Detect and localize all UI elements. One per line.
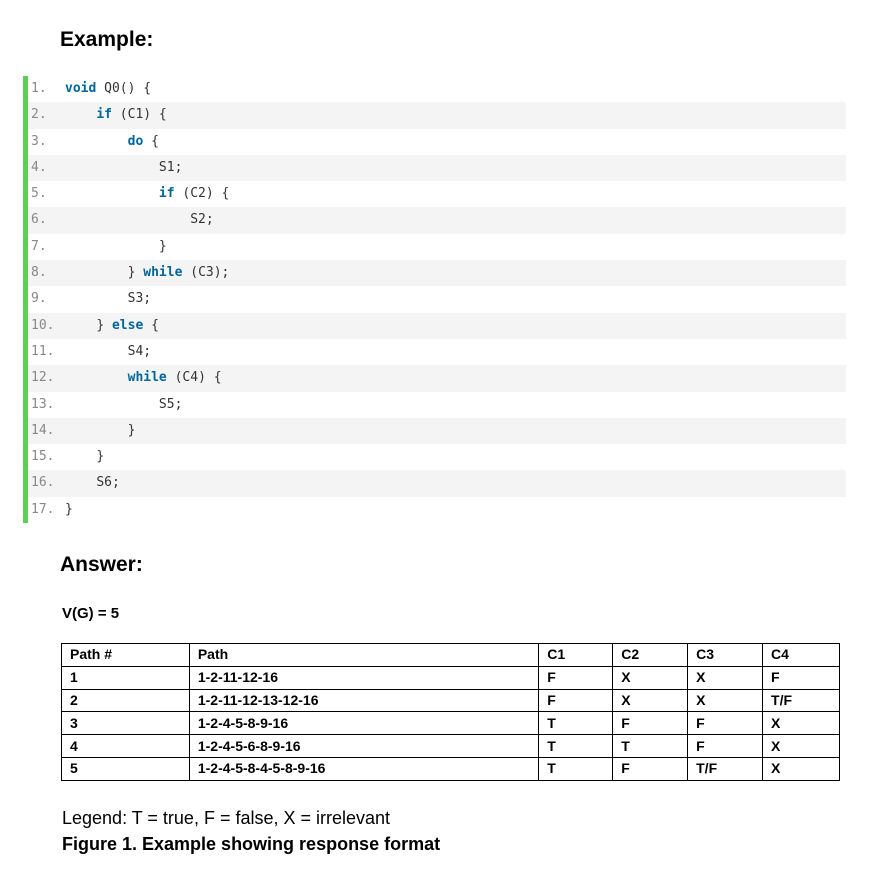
- code-text: }: [127, 422, 136, 438]
- code-line: [28, 339, 846, 365]
- table-cell: T: [613, 735, 688, 758]
- column-header: C1: [539, 644, 613, 667]
- column-header: C4: [763, 644, 840, 667]
- code-text: S6;: [96, 475, 120, 491]
- code-text: S3;: [127, 291, 152, 307]
- code-line: [28, 392, 846, 418]
- table-cell: 1: [62, 666, 190, 689]
- code-text: if (C1) {: [96, 107, 167, 123]
- table-cell: T: [539, 757, 613, 780]
- table-cell: F: [539, 666, 613, 689]
- code-line: [28, 418, 846, 444]
- line-number: 13.: [31, 396, 55, 412]
- line-number: 11.: [31, 343, 55, 359]
- code-keyword: void: [65, 81, 97, 96]
- line-number: 3.: [31, 133, 47, 149]
- table-row: [62, 712, 840, 735]
- code-text: void Q0() {: [65, 81, 152, 96]
- legend: Legend: T = true, F = false, X = irrelevant: [62, 808, 391, 828]
- code-line: [28, 129, 846, 155]
- table-cell: F: [763, 666, 840, 689]
- code-keyword: if: [158, 186, 175, 202]
- table-cell: X: [688, 666, 763, 689]
- table-row: [62, 689, 840, 712]
- table-cell: X: [688, 689, 763, 712]
- code-text: S2;: [190, 212, 214, 228]
- code-line: [28, 76, 846, 102]
- code-text: }: [96, 449, 105, 465]
- code-text: } while (C3);: [127, 265, 230, 281]
- line-number: 6.: [31, 212, 47, 228]
- table-cell: X: [763, 712, 840, 735]
- line-number: 8.: [31, 265, 47, 281]
- example-heading: Example:: [60, 28, 154, 51]
- table-cell: T: [539, 712, 613, 735]
- table-cell: 2: [62, 689, 190, 712]
- code-line: [28, 313, 846, 339]
- column-header: Path #: [62, 644, 190, 667]
- code-line: [28, 102, 846, 128]
- table-cell: T: [539, 735, 613, 758]
- code-text: } else {: [96, 317, 159, 333]
- code-line: [28, 207, 846, 233]
- code-line: [28, 497, 846, 523]
- code-line: [28, 470, 846, 496]
- code-keyword: if: [96, 107, 112, 123]
- code-keyword: while: [143, 265, 183, 281]
- code-line: [28, 444, 846, 470]
- table-cell: X: [613, 689, 688, 712]
- table-cell: F: [613, 757, 688, 780]
- table-cell: 5: [62, 757, 190, 780]
- table-cell: F: [613, 712, 688, 735]
- table-cell: 4: [62, 735, 190, 758]
- code-line: [28, 365, 846, 391]
- table-cell: F: [688, 735, 763, 758]
- table-cell: 1-2-11-12-16: [189, 666, 538, 689]
- code-keyword: else: [111, 317, 144, 333]
- table-row: [62, 735, 840, 758]
- code-line: [28, 155, 846, 181]
- table-cell: F: [688, 712, 763, 735]
- table-cell: X: [763, 735, 840, 758]
- table-cell: 1-2-4-5-6-8-9-16: [189, 735, 538, 758]
- code-text: do {: [127, 133, 159, 149]
- line-number: 15.: [31, 449, 55, 465]
- code-line: [28, 234, 846, 260]
- column-header: C3: [688, 644, 763, 667]
- table-row: [62, 666, 840, 689]
- line-number: 2.: [31, 107, 47, 123]
- figure-caption: Figure 1. Example showing response format: [62, 834, 441, 854]
- code-line: [28, 286, 846, 312]
- line-number: 16.: [31, 475, 55, 491]
- code-line: [28, 181, 846, 207]
- table-cell: 1-2-11-12-13-12-16: [189, 689, 538, 712]
- line-number: 4.: [31, 159, 47, 175]
- table-cell: 1-2-4-5-8-9-16: [189, 712, 538, 735]
- line-number: 9.: [31, 291, 47, 307]
- column-header: C2: [613, 644, 688, 667]
- table-header-row: [62, 644, 840, 667]
- table-row: [62, 757, 840, 780]
- line-number: 14.: [31, 422, 55, 438]
- table-cell: T/F: [763, 689, 840, 712]
- code-line: [28, 260, 846, 286]
- code-keyword: do: [127, 133, 144, 149]
- cyclomatic-complexity: V(G) = 5: [62, 605, 120, 622]
- line-number: 12.: [31, 370, 55, 386]
- code-text: S4;: [127, 343, 152, 359]
- paths-table: [61, 643, 840, 781]
- code-text: if (C2) {: [158, 186, 230, 202]
- code-block: [23, 76, 846, 523]
- table-cell: F: [539, 689, 613, 712]
- table-cell: X: [763, 757, 840, 780]
- table-cell: 3: [62, 712, 190, 735]
- table-body: [62, 666, 840, 780]
- table-cell: 1-2-4-5-8-4-5-8-9-16: [189, 757, 538, 780]
- code-text: while (C4) {: [127, 370, 222, 386]
- line-number: 5.: [31, 186, 47, 202]
- code-text: }: [65, 501, 73, 517]
- code-text: }: [158, 238, 167, 254]
- line-number: 7.: [31, 238, 47, 254]
- line-number: 1.: [31, 81, 47, 96]
- line-number: 10.: [31, 317, 55, 333]
- table-cell: X: [613, 666, 688, 689]
- code-keyword: while: [127, 370, 167, 386]
- table-cell: T/F: [688, 757, 763, 780]
- answer-heading: Answer:: [60, 553, 143, 576]
- code-text: S1;: [158, 159, 183, 175]
- line-number: 17.: [31, 501, 55, 517]
- column-header: Path: [189, 644, 538, 667]
- code-text: S5;: [158, 396, 183, 412]
